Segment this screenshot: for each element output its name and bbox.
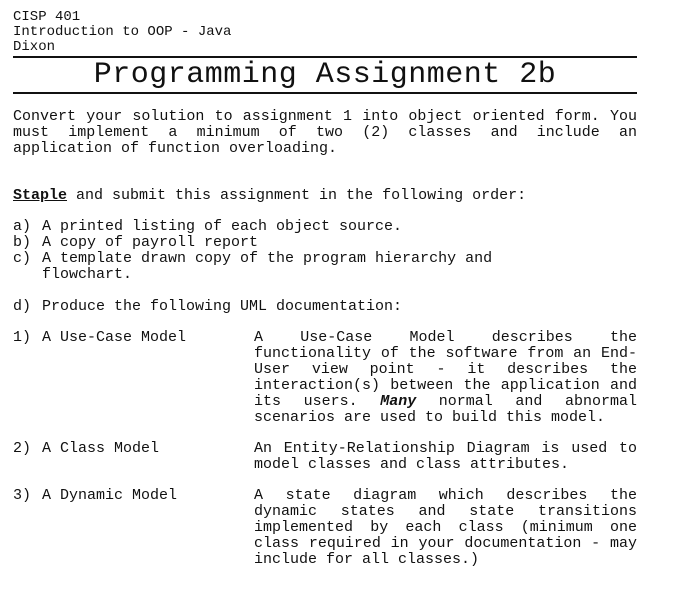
list-item-text: A template drawn copy of the program hierarchy and flowchart. [42,250,493,283]
list-item-label: a) [13,218,32,235]
submit-instruction [13,188,637,204]
model-number: 1) [13,329,32,346]
list-item-text: A copy of payroll report [42,234,259,251]
list-item [13,251,637,283]
course-code: CISP 401 [13,9,81,25]
model-name: A Use-Case Model [42,329,187,346]
model-class [13,441,637,473]
model-name: A Dynamic Model [42,487,178,504]
model-number: 2) [13,440,32,457]
model-description [254,330,637,426]
model-description-text-end: normal and abnormal scenarios are used to build this model. [254,393,637,426]
list-item [13,235,637,251]
uml-intro [13,299,637,315]
list-item-label: c) [13,250,32,267]
uml-intro-text: Produce the following UML documentation: [42,298,403,315]
title-band [13,56,637,94]
list-item-label: b) [13,234,32,251]
model-description: A state diagram which describes the dynamic states and state transitions implemented by each class (minimum one class required in your documentation - may include for all classes.) [254,487,637,568]
model-description-text: A Use-Case Model describes the functionality of the software from an End-User view point - it describes the interaction(s) between the application and its users. [254,329,637,410]
model-description: An Entity-Relationship Diagram is used to model classes and class attributes. [254,440,637,473]
instructor-name: Dixon [13,39,56,55]
document-page [13,10,637,568]
staple-word: Staple [13,187,68,204]
page-title: Programming Assignment 2b [93,58,557,92]
model-dynamic [13,488,637,568]
model-use-case [13,330,637,426]
model-number: 3) [13,487,32,504]
course-name: Introduction to OOP - Java [13,24,232,40]
intro-paragraph: Convert your solution to assignment 1 into object oriented form. You must implement a minimum of two (2) classes and include an application of function overloading. [13,108,637,157]
list-item [13,219,637,235]
model-name: A Class Model [42,440,160,457]
emphasis-word: Many [380,393,417,410]
uml-intro-label: d) [13,298,32,315]
order-list [13,219,637,283]
list-item-text: A printed listing of each object source. [42,218,403,235]
submit-instruction-text: and submit this assignment in the following order: [67,187,527,204]
